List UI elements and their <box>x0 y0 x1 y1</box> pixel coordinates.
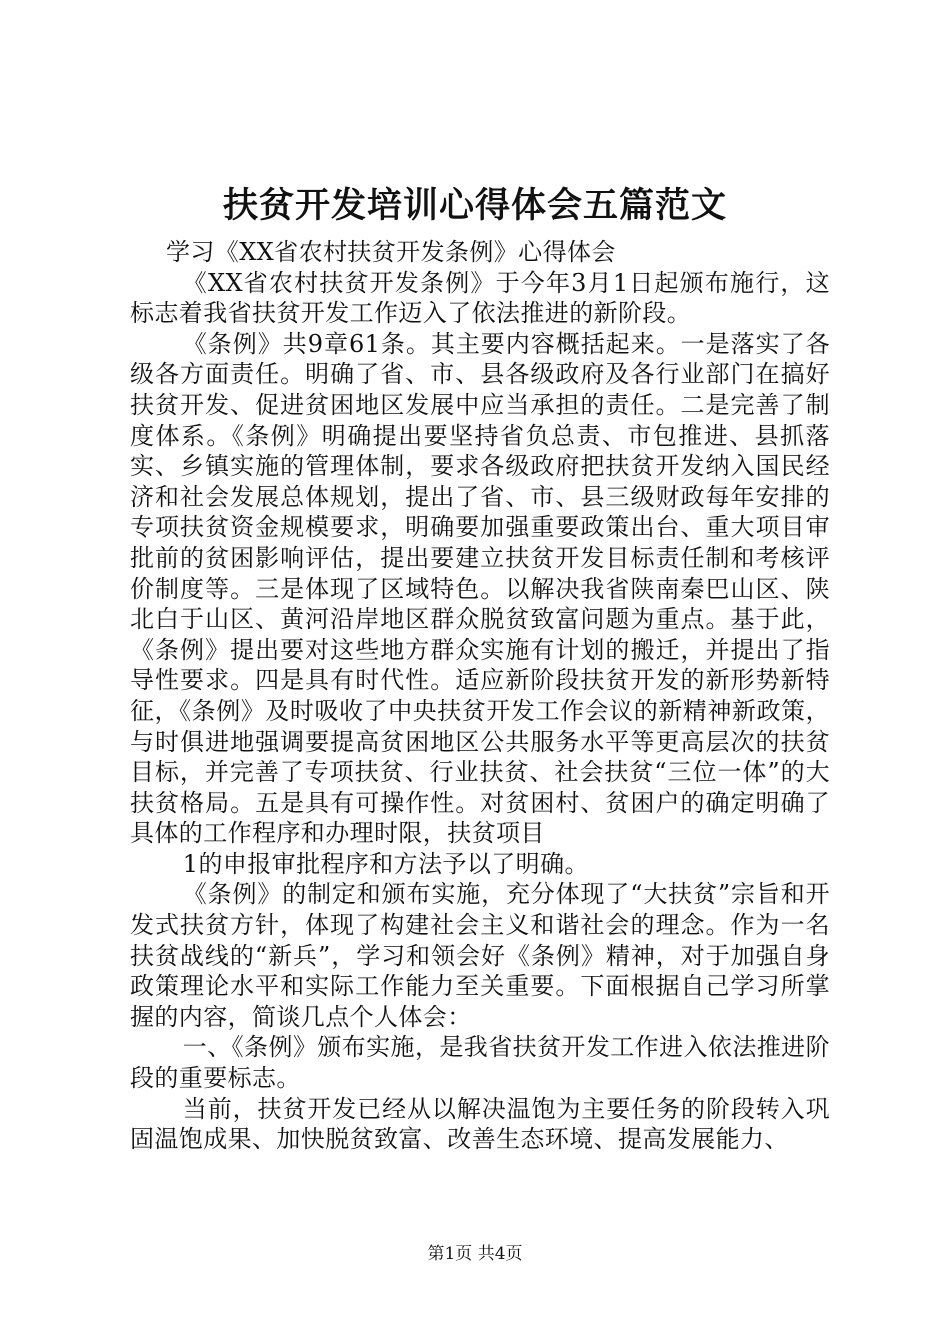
page-footer: 第1页 共4页 <box>427 1244 523 1264</box>
paragraph: 1的申报审批程序和方法予以了明确。 <box>182 849 589 878</box>
paragraph: 一、《条例》颁布实施，是我省扶贫开发工作进入依法推进阶段的重要标志。 <box>130 1033 830 1093</box>
paragraph: 《XX省农村扶贫开发条例》于今年3月1日起颁布施行，这标志着我省扶贫开发工作迈入了依法推进的新阶段。 <box>130 268 830 328</box>
paragraph: 《条例》共9章61条。其主要内容概括起来。一是落实了各级各方面责任。明确了省、市、县各级政府及各行业部门在搞好扶贫开发、促进贫困地区发展中应当承担的责任。二是完善了制度体系。《条例》明确提出要坚持省负总责、市包推进、县抓落实、乡镇实施的管理体制，要求各级政府把扶贫开发纳入国民经济和社会发展总体规划，提出了省、市、县三级财政每年安排的专项扶贫资金规模要求，明确要加强重要政策出台、重大项目审批前的贫困影响评估，提出要建立扶贫开发目标责任制和考核评价制度等。三是体现了区域特色。以解决我省陕南秦巴山区、陕北白于山区、黄河沿岸地区群众脱贫致富问题为重点。基于此，《条例》提出要对这些地方群众实施有计划的搬迁，并提出了指导性要求。四是具有时代性。适应新阶段扶贫开发的新形势新特征，《条例》及时吸收了中央扶贫开发工作会议的新精神新政策，与时俱进地强调要提高贫困地区公共服务水平等更高层次的扶贫目标，并完善了专项扶贫、行业扶贫、社会扶贫“三位一体”的大扶贫格局。五是具有可操作性。对贫困村、贫困户的确定明确了具体的工作程序和办理时限，扶贫项目 <box>130 329 830 848</box>
paragraph: 当前，扶贫开发已经从以解决温饱为主要任务的阶段转入巩固温饱成果、加快脱贫致富、改善生态环境、提高发展能力、 <box>130 1094 830 1154</box>
paragraph: 《条例》的制定和颁布实施，充分体现了“大扶贫”宗旨和开发式扶贫方针，体现了构建社会主义和谐社会的理念。作为一名扶贫战线的“新兵”，学习和领会好《条例》精神，对于加强自身政策理论水平和实际工作能力至关重要。下面根据自己学习所掌握的内容，简谈几点个人体会： <box>130 880 830 1031</box>
document-subtitle: 学习《XX省农村扶贫开发条例》心得体会 <box>166 238 616 266</box>
document-body <box>130 237 830 1155</box>
document-title: 扶贫开发培训心得体会五篇范文 <box>222 185 727 226</box>
